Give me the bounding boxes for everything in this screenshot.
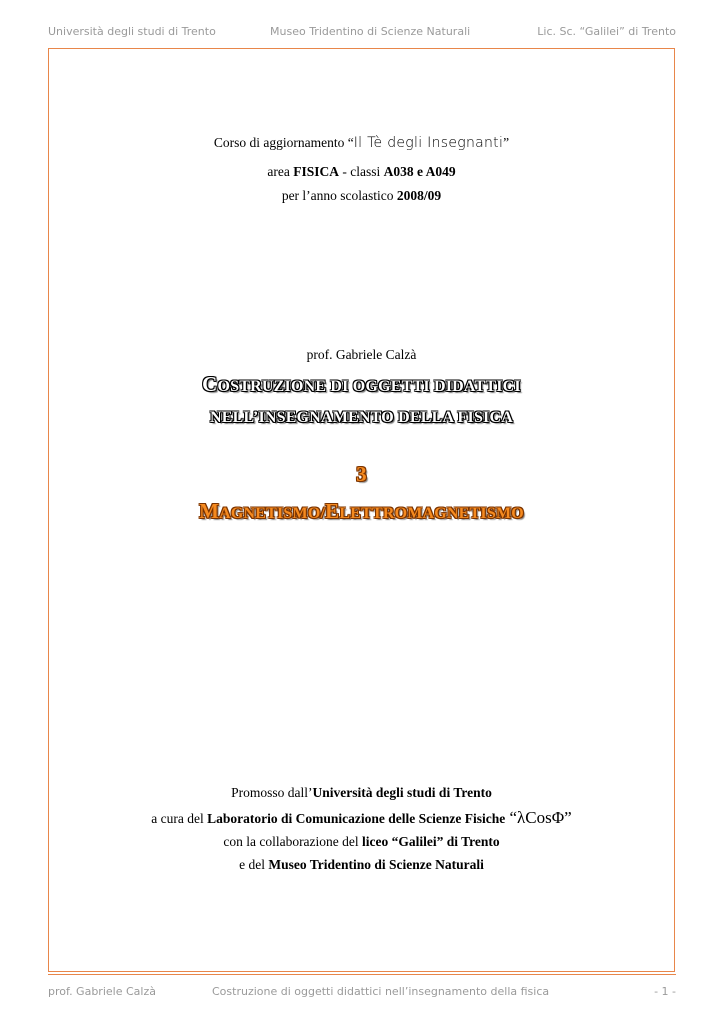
credits-lab: Laboratorio di Comunicazione delle Scienze Fisiche	[207, 811, 506, 826]
author-line: prof. Gabriele Calzà	[306, 347, 417, 362]
title-line-1	[48, 372, 675, 397]
footer-divider	[48, 974, 676, 975]
year-prefix: per l’anno scolastico	[281, 188, 397, 203]
credits-museum: Museo Tridentino di Scienze Naturali	[268, 857, 484, 872]
year-value: 2008/09	[396, 188, 442, 203]
year-line	[48, 188, 675, 204]
course-suffix: ”	[503, 135, 510, 150]
header-university: Università degli studi di Trento	[48, 25, 216, 38]
classes-value: A038 e A049	[383, 164, 456, 179]
credits-school: liceo “Galilei” di Trento	[362, 834, 500, 849]
credits-line-2	[48, 808, 675, 828]
title-line-2: NELL’INSEGNAMENTO DELLA FISICA	[210, 409, 513, 426]
credits-prefix-1: Promosso dall’	[231, 785, 313, 800]
page-header	[48, 25, 676, 41]
header-museum: Museo Tridentino di Scienze Naturali	[270, 25, 471, 38]
classes-prefix: - classi	[339, 164, 384, 179]
volume-rest-1: AGNETISMO/	[219, 505, 326, 522]
volume-rest-2: LETTROMAGNETISMO	[339, 505, 524, 522]
page-number: - 1 -	[654, 985, 676, 998]
credits-university: Università degli studi di Trento	[312, 785, 492, 800]
volume-cap-1: M	[199, 499, 220, 523]
credits-prefix-2: a cura del	[151, 811, 208, 826]
credits-line-4	[48, 857, 675, 873]
footer-author: prof. Gabriele Calzà	[48, 985, 156, 998]
lab-symbol: “λCosΦ”	[505, 808, 572, 827]
title-rest: OSTRUZIONE DI OGGETTI DIDATTICI	[217, 378, 521, 395]
credits-line-3	[48, 834, 675, 850]
credits-prefix-3: con la collaborazione del	[223, 834, 363, 849]
footer-title: Costruzione di oggetti didattici nell’insegnamento della fisica	[212, 985, 550, 998]
volume-number: 3	[356, 462, 367, 486]
area-line	[48, 164, 675, 180]
header-school: Lic. Sc. “Galilei” di Trento	[537, 25, 676, 38]
credits-line-1	[48, 785, 675, 801]
volume-cap-2: E	[325, 499, 340, 523]
page-footer	[48, 985, 676, 1001]
course-prefix: Corso di aggiornamento “	[213, 135, 354, 150]
area-name: FISICA	[293, 164, 339, 179]
course-name: Il Tè degli Insegnanti	[353, 135, 504, 151]
credits-prefix-4: e del	[239, 857, 269, 872]
volume-title	[48, 499, 675, 524]
title-cap: C	[202, 372, 218, 396]
course-line	[48, 135, 675, 151]
area-prefix: area	[267, 164, 294, 179]
